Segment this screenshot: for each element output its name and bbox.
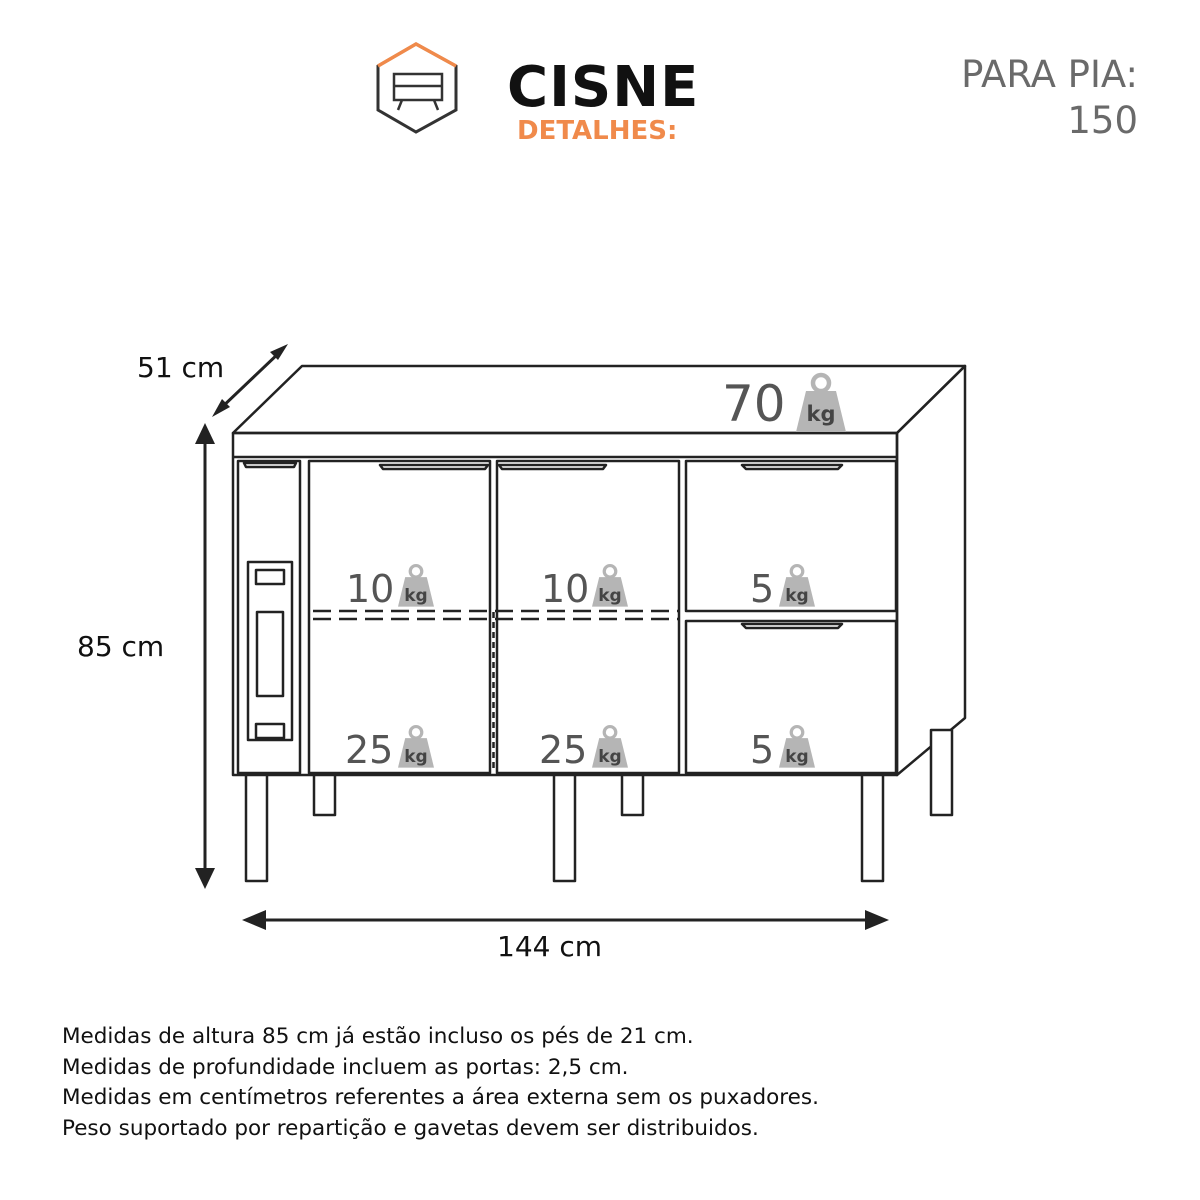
- leg: [246, 775, 267, 881]
- weight-badge-drawer-upper: [750, 566, 815, 611]
- leg: [314, 775, 335, 815]
- drawer-lower-handle: [742, 624, 842, 628]
- weight-badge-left-upper: [346, 566, 434, 611]
- weight-value: 25: [345, 728, 394, 772]
- weight-unit: kg: [806, 402, 836, 426]
- door-center: [497, 461, 679, 773]
- weight-badge-left-lower: [345, 727, 434, 772]
- note-line: Medidas em centímetros referentes a área externa sem os puxadores.: [62, 1085, 819, 1110]
- weight-unit: kg: [404, 586, 428, 606]
- weight-badge-drawer-lower: [750, 727, 815, 772]
- weight-badge-top: [722, 375, 846, 433]
- note-line: Medidas de profundidade incluem as portas: 2,5 cm.: [62, 1054, 629, 1080]
- depth-label: 51 cm: [137, 351, 225, 384]
- brand-name: CISNE: [507, 55, 700, 120]
- door-left: [309, 461, 490, 773]
- note-line: Medidas de altura 85 cm já estão incluso os pés de 21 cm.: [62, 1024, 694, 1049]
- door-center-handle: [499, 465, 606, 469]
- leg: [554, 775, 575, 881]
- weight-value: 5: [750, 728, 775, 772]
- cabinet-top: [233, 366, 965, 433]
- sink-size-label: PARA PIA:: [961, 53, 1138, 96]
- door-left-handle: [380, 465, 488, 469]
- details-subtitle: DETALHES:: [517, 116, 678, 146]
- weight-unit: kg: [404, 747, 428, 767]
- leg: [862, 775, 883, 881]
- cabinet-side: [897, 366, 965, 775]
- weight-unit: kg: [598, 586, 622, 606]
- leg: [931, 730, 952, 815]
- height-label: 85 cm: [77, 630, 165, 663]
- width-label: 144 cm: [497, 930, 603, 963]
- weight-unit: kg: [785, 586, 809, 606]
- weight-value: 70: [722, 375, 786, 433]
- weight-value: 5: [750, 567, 775, 611]
- weight-unit: kg: [785, 747, 809, 767]
- weight-unit: kg: [598, 747, 622, 767]
- weight-value: 10: [541, 567, 590, 611]
- note-line: Peso suportado por repartição e gavetas devem ser distribuidos.: [62, 1115, 759, 1141]
- weight-value: 10: [346, 567, 395, 611]
- weight-value: 25: [539, 728, 588, 772]
- drawer-upper-handle: [742, 465, 842, 469]
- leg: [622, 775, 643, 815]
- sink-size-value: 150: [1067, 99, 1138, 142]
- weight-badge-center-upper: [541, 566, 628, 611]
- measurement-notes: [62, 1022, 819, 1144]
- weight-badge-center-lower: [539, 727, 628, 772]
- spice-rack: [248, 562, 292, 740]
